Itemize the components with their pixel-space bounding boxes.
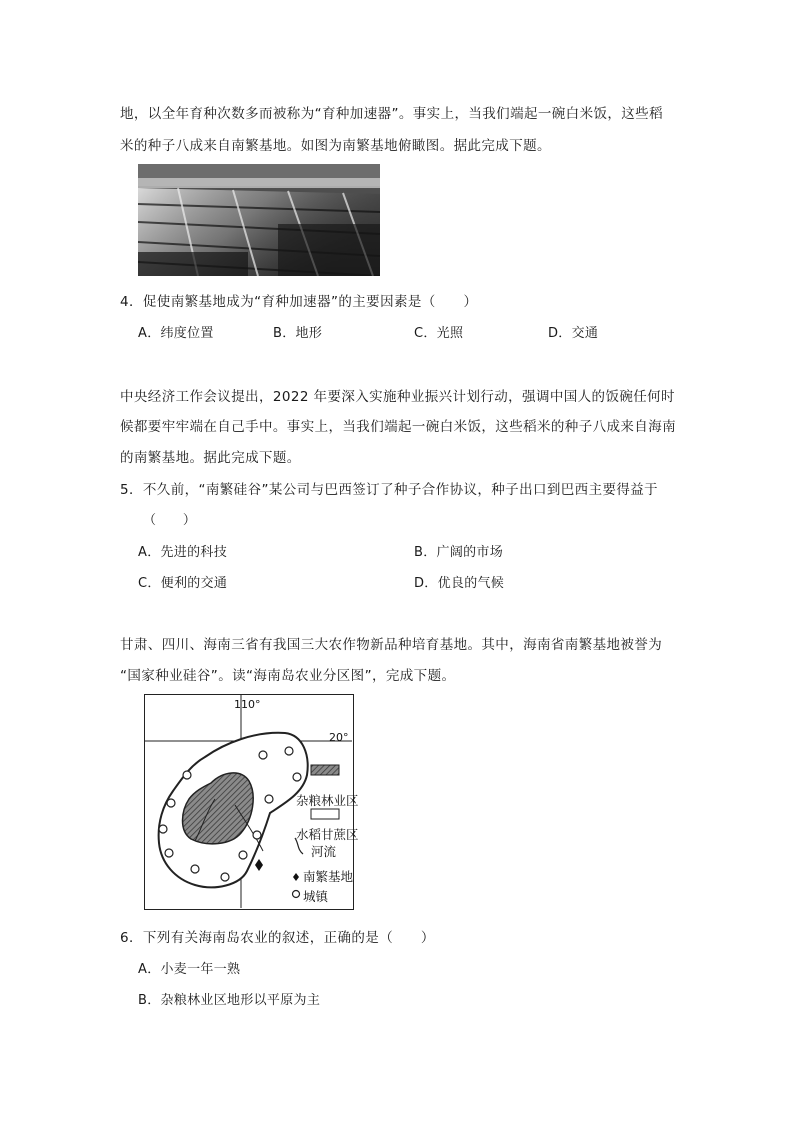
legend-river: 河流 bbox=[311, 844, 337, 859]
q6-option-b[interactable]: B．杂粮林业区地形以平原为主 bbox=[138, 993, 321, 1008]
q5-answer-paren: （ ） bbox=[143, 513, 197, 528]
nanfan-aerial-photo bbox=[138, 164, 380, 276]
q5-option-b[interactable]: B．广阔的市场 bbox=[414, 545, 504, 560]
passage2-line1: 中央经济工作会议提出，2022 年要深入实施种业振兴计划行动，强调中国人的饭碗任何时 bbox=[120, 389, 675, 405]
q6-stem: 6．下列有关海南岛农业的叙述，正确的是（ ） bbox=[120, 930, 435, 946]
q6-option-a[interactable]: A．小麦一年一熟 bbox=[138, 962, 241, 977]
passage1-line1: 地，以全年育种次数多而被称为“育种加速器”。事实上，当我们端起一碗白米饭，这些稻 bbox=[120, 106, 663, 122]
q4-stem: 4．促使南繁基地成为“育种加速器”的主要因素是（ ） bbox=[120, 294, 478, 310]
passage1-line2: 米的种子八成来自南繁基地。如图为南繁基地俯瞰图。据此完成下题。 bbox=[120, 138, 551, 154]
passage3-line1: 甘肃、四川、海南三省有我国三大农作物新品种培育基地。其中，海南省南繁基地被誉为 bbox=[120, 637, 663, 653]
legend-rice-sugarcane: 水稻甘蔗区 bbox=[296, 827, 359, 842]
longitude-label: 110° bbox=[234, 698, 261, 711]
q4-option-d[interactable]: D．交通 bbox=[548, 326, 599, 341]
passage3-line2: “国家种业硅谷”。读“海南岛农业分区图”，完成下题。 bbox=[120, 668, 456, 684]
hainan-agriculture-map bbox=[144, 694, 359, 910]
legend-nanfan-base: 南繁基地 bbox=[303, 869, 354, 884]
passage2-line3: 的南繁基地。据此完成下题。 bbox=[120, 450, 301, 466]
q5-option-d[interactable]: D．优良的气候 bbox=[414, 576, 505, 591]
q5-option-c[interactable]: C．便利的交通 bbox=[138, 576, 228, 591]
q4-option-c[interactable]: C．光照 bbox=[414, 326, 464, 341]
q5-stem: 5．不久前，“南繁硅谷”某公司与巴西签订了种子合作协议，种子出口到巴西主要得益于 bbox=[120, 482, 659, 498]
q5-option-a[interactable]: A．先进的科技 bbox=[138, 545, 227, 560]
legend-town: 城镇 bbox=[303, 889, 329, 904]
passage2-line2: 候都要牢牢端在自己手中。事实上，当我们端起一碗白米饭，这些稻米的种子八成来自海南 bbox=[120, 419, 676, 435]
q4-option-b[interactable]: B．地形 bbox=[273, 326, 323, 341]
legend-grain-forestry: 杂粮林业区 bbox=[296, 793, 359, 808]
q4-option-a[interactable]: A．纬度位置 bbox=[138, 326, 214, 341]
latitude-label: 20° bbox=[329, 731, 349, 744]
